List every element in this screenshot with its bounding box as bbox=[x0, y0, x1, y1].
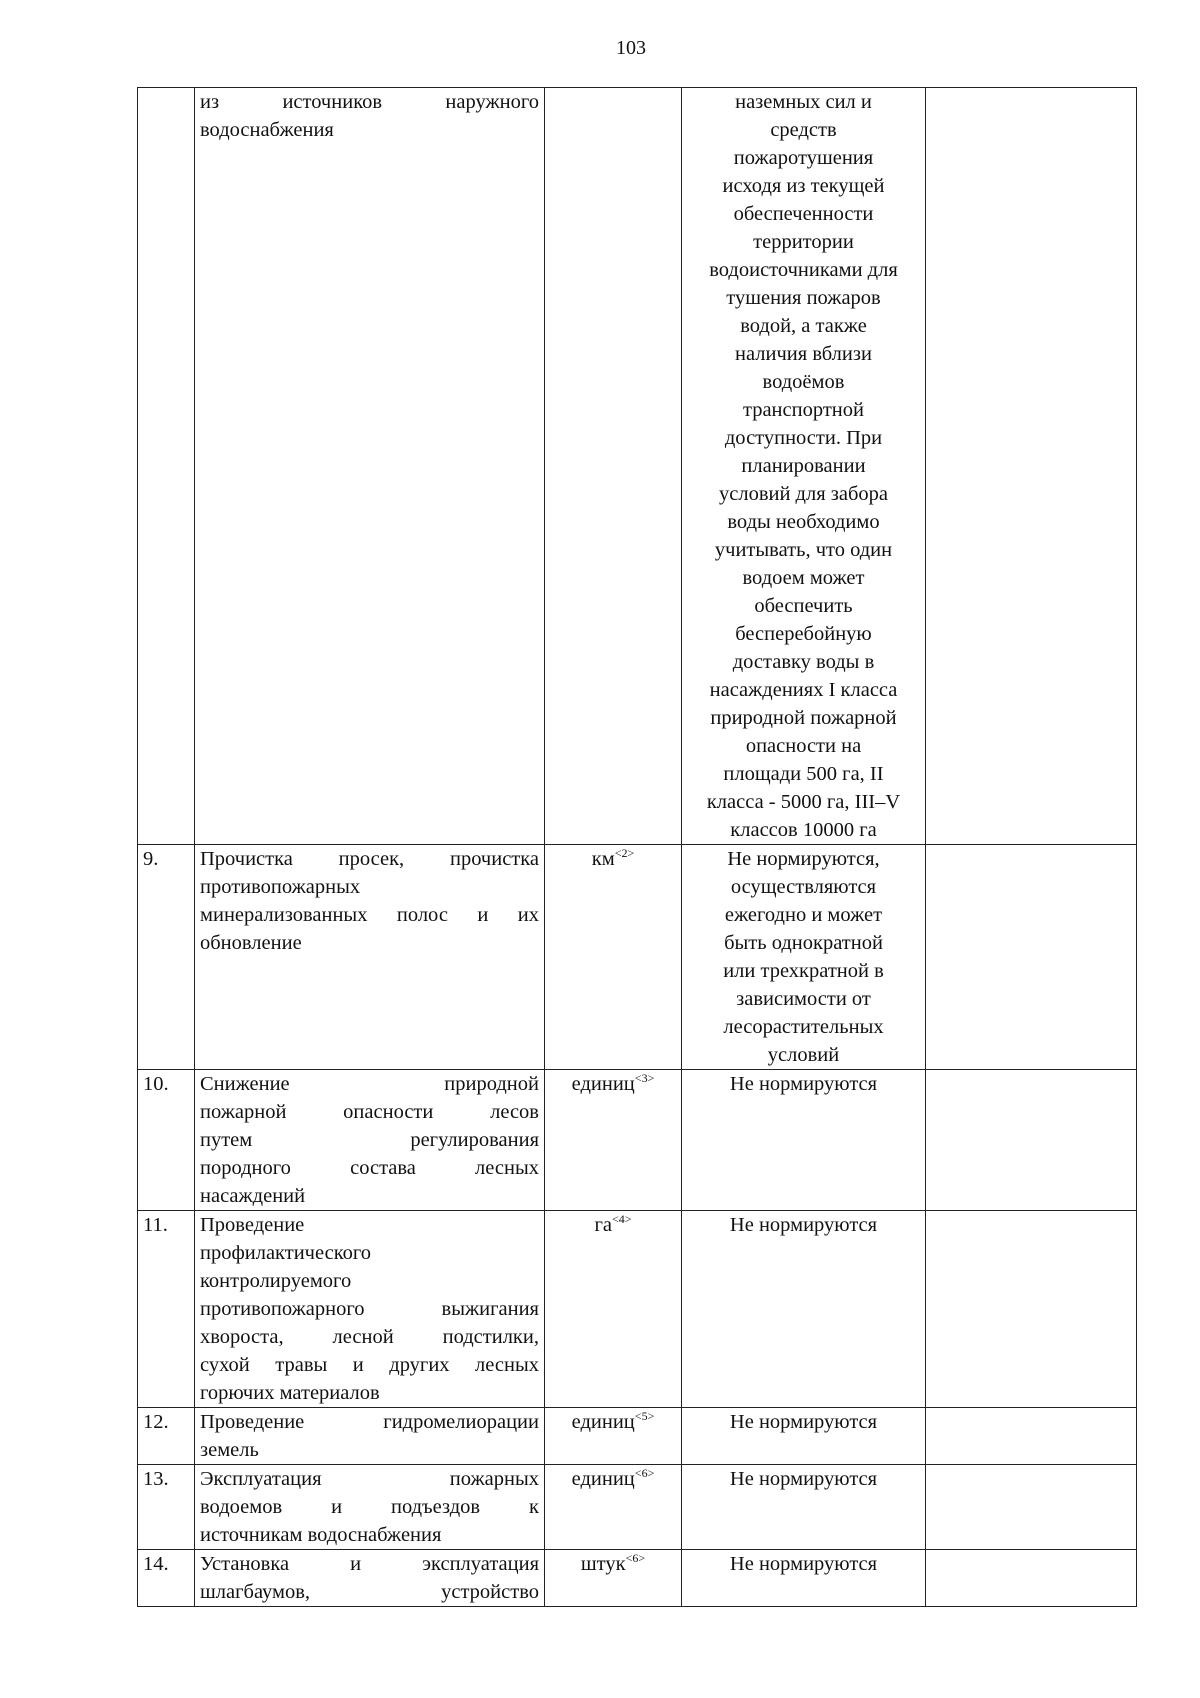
unit-cell bbox=[545, 845, 682, 1070]
norm-line: Не нормируются bbox=[729, 1214, 878, 1236]
row-number: 13. bbox=[138, 1465, 195, 1550]
unit-cell bbox=[545, 1408, 682, 1465]
measure-name-line: противопожарных bbox=[200, 876, 361, 898]
unit-cell bbox=[545, 1211, 682, 1408]
unit-cell bbox=[545, 1465, 682, 1550]
norm-line: Не нормируются bbox=[729, 1411, 878, 1433]
norm-line: обеспечить bbox=[754, 595, 853, 617]
norm-line: класса - 5000 га, III–V bbox=[706, 791, 901, 813]
measure-name-line: породного состава лесных bbox=[200, 1157, 539, 1179]
norm-line: территории bbox=[753, 231, 854, 253]
measure-name-cell bbox=[195, 1070, 545, 1211]
norm-cell bbox=[682, 1211, 926, 1408]
norm-line: осуществляются bbox=[730, 876, 877, 898]
measure-name-cell bbox=[195, 88, 545, 845]
measure-name-line: из источников наружного bbox=[200, 91, 539, 113]
row-number: 9. bbox=[138, 845, 195, 1070]
measure-name-cell bbox=[195, 1408, 545, 1465]
empty-cell bbox=[926, 1408, 1137, 1465]
measures-table bbox=[137, 87, 1137, 1607]
row-number: 14. bbox=[138, 1550, 195, 1607]
norm-line: Не нормируются bbox=[729, 1553, 878, 1575]
norm-line: условий bbox=[767, 1044, 840, 1066]
norm-line: или трехкратной в bbox=[723, 960, 884, 982]
measure-name-line: контролируемого bbox=[200, 1270, 352, 1292]
empty-cell bbox=[926, 845, 1137, 1070]
measure-name-cell bbox=[195, 1465, 545, 1550]
measure-name-line: Проведение bbox=[200, 1214, 305, 1236]
measure-name-line: Снижение природной bbox=[200, 1073, 539, 1095]
measure-name-line: Установка и эксплуатация bbox=[200, 1553, 539, 1575]
norm-line: зависимости от bbox=[736, 988, 871, 1010]
norm-line: наземных сил и bbox=[735, 91, 872, 113]
measure-name-line: насаждений bbox=[200, 1185, 306, 1207]
footnote-reference: <2> bbox=[614, 846, 635, 860]
empty-cell bbox=[926, 1550, 1137, 1607]
norm-line: быть однократной bbox=[724, 932, 883, 954]
table-row bbox=[138, 1550, 1137, 1607]
measure-name-line: шлагбаумов, устройство bbox=[200, 1581, 539, 1603]
norm-cell bbox=[682, 1550, 926, 1607]
measure-name-line: источникам водоснабжения bbox=[200, 1524, 442, 1546]
norm-cell bbox=[682, 1408, 926, 1465]
unit-cell bbox=[545, 1550, 682, 1607]
norm-line: исходя из текущей bbox=[722, 175, 885, 197]
measure-name-line: хвороста, лесной подстилки, bbox=[200, 1326, 539, 1348]
measure-name-line: противопожарного выжигания bbox=[200, 1298, 539, 1320]
unit-label: га bbox=[594, 1214, 612, 1236]
table-row bbox=[138, 1465, 1137, 1550]
measure-name-cell bbox=[195, 1550, 545, 1607]
norm-line: доступности. При bbox=[724, 427, 883, 449]
empty-cell bbox=[926, 1465, 1137, 1550]
norm-line: Не нормируются, bbox=[727, 848, 880, 870]
footnote-reference: <4> bbox=[611, 1212, 632, 1226]
norm-line: доставку воды в bbox=[732, 651, 875, 673]
empty-cell bbox=[926, 1070, 1137, 1211]
measure-name-line: пожарной опасности лесов bbox=[200, 1101, 539, 1123]
norm-line: водоем может bbox=[742, 567, 865, 589]
measure-name-line: минерализованных полос и их bbox=[200, 904, 539, 926]
measure-name-line: путем регулирования bbox=[200, 1129, 539, 1151]
measure-name-line: Эксплуатация пожарных bbox=[200, 1468, 539, 1490]
norm-line: водоисточниками для bbox=[709, 259, 898, 281]
table-row bbox=[138, 88, 1137, 845]
footnote-reference: <6> bbox=[625, 1551, 646, 1565]
footnote-reference: <5> bbox=[634, 1409, 655, 1423]
norm-line: пожаротушения bbox=[733, 147, 874, 169]
measure-name-line: обновление bbox=[200, 932, 302, 954]
norm-line: Не нормируются bbox=[729, 1468, 878, 1490]
measure-name-line: водоемов и подъездов к bbox=[200, 1496, 539, 1518]
measure-name-line: сухой травы и других лесных bbox=[200, 1354, 539, 1376]
norm-line: наличия вблизи bbox=[735, 343, 872, 365]
norm-line: лесорастительных bbox=[723, 1016, 884, 1038]
table-row bbox=[138, 1408, 1137, 1465]
norm-line: ежегодно и может bbox=[724, 904, 883, 926]
norm-line: водой, а также bbox=[740, 315, 867, 337]
norm-line: средств bbox=[770, 119, 837, 141]
norm-line: условий для забора bbox=[718, 483, 888, 505]
empty-cell bbox=[926, 1211, 1137, 1408]
table-row bbox=[138, 1211, 1137, 1408]
norm-line: учитывать, что один bbox=[714, 539, 893, 561]
unit-label: единиц bbox=[571, 1411, 635, 1433]
measure-name-cell bbox=[195, 1211, 545, 1408]
unit-cell bbox=[545, 88, 682, 845]
norm-cell bbox=[682, 1070, 926, 1211]
norm-line: водоёмов bbox=[762, 371, 845, 393]
measure-name-line: горючих материалов bbox=[200, 1382, 380, 1404]
footnote-reference: <3> bbox=[634, 1071, 655, 1085]
norm-line: опасности на bbox=[745, 735, 862, 757]
norm-line: планировании bbox=[741, 455, 866, 477]
unit-cell bbox=[545, 1070, 682, 1211]
norm-line: классов 10000 га bbox=[730, 819, 877, 841]
norm-line: обеспеченности bbox=[733, 203, 874, 225]
row-number: 12. bbox=[138, 1408, 195, 1465]
table-row bbox=[138, 1070, 1137, 1211]
measure-name-line: Прочистка просек, прочистка bbox=[200, 848, 539, 870]
norm-line: тушения пожаров bbox=[726, 287, 881, 309]
unit-label: штук bbox=[580, 1553, 626, 1575]
measure-name-line: водоснабжения bbox=[200, 119, 334, 141]
norm-cell bbox=[682, 1465, 926, 1550]
norm-line: площади 500 га, II bbox=[723, 763, 884, 785]
norm-line: транспортной bbox=[743, 399, 864, 421]
norm-cell bbox=[682, 88, 926, 845]
norm-line: воды необходимо bbox=[727, 511, 880, 533]
measure-name-line: профилактического bbox=[200, 1242, 372, 1264]
measure-name-cell bbox=[195, 845, 545, 1070]
page-number: 103 bbox=[616, 37, 646, 59]
norm-line: Не нормируются bbox=[729, 1073, 878, 1095]
row-number: 10. bbox=[138, 1070, 195, 1211]
empty-cell bbox=[926, 88, 1137, 845]
row-number bbox=[138, 88, 195, 845]
unit-label: единиц bbox=[571, 1468, 635, 1490]
footnote-reference: <6> bbox=[634, 1466, 655, 1480]
norm-line: насаждениях I класса bbox=[709, 679, 898, 701]
measure-name-line: Проведение гидромелиорации bbox=[200, 1411, 539, 1433]
norm-cell bbox=[682, 845, 926, 1070]
unit-label: км bbox=[591, 848, 615, 870]
row-number: 11. bbox=[138, 1211, 195, 1408]
unit-label: единиц bbox=[571, 1073, 635, 1095]
measure-name-line: земель bbox=[200, 1439, 259, 1461]
table-row bbox=[138, 845, 1137, 1070]
norm-line: природной пожарной bbox=[710, 707, 897, 729]
norm-line: бесперебойную bbox=[735, 623, 872, 645]
